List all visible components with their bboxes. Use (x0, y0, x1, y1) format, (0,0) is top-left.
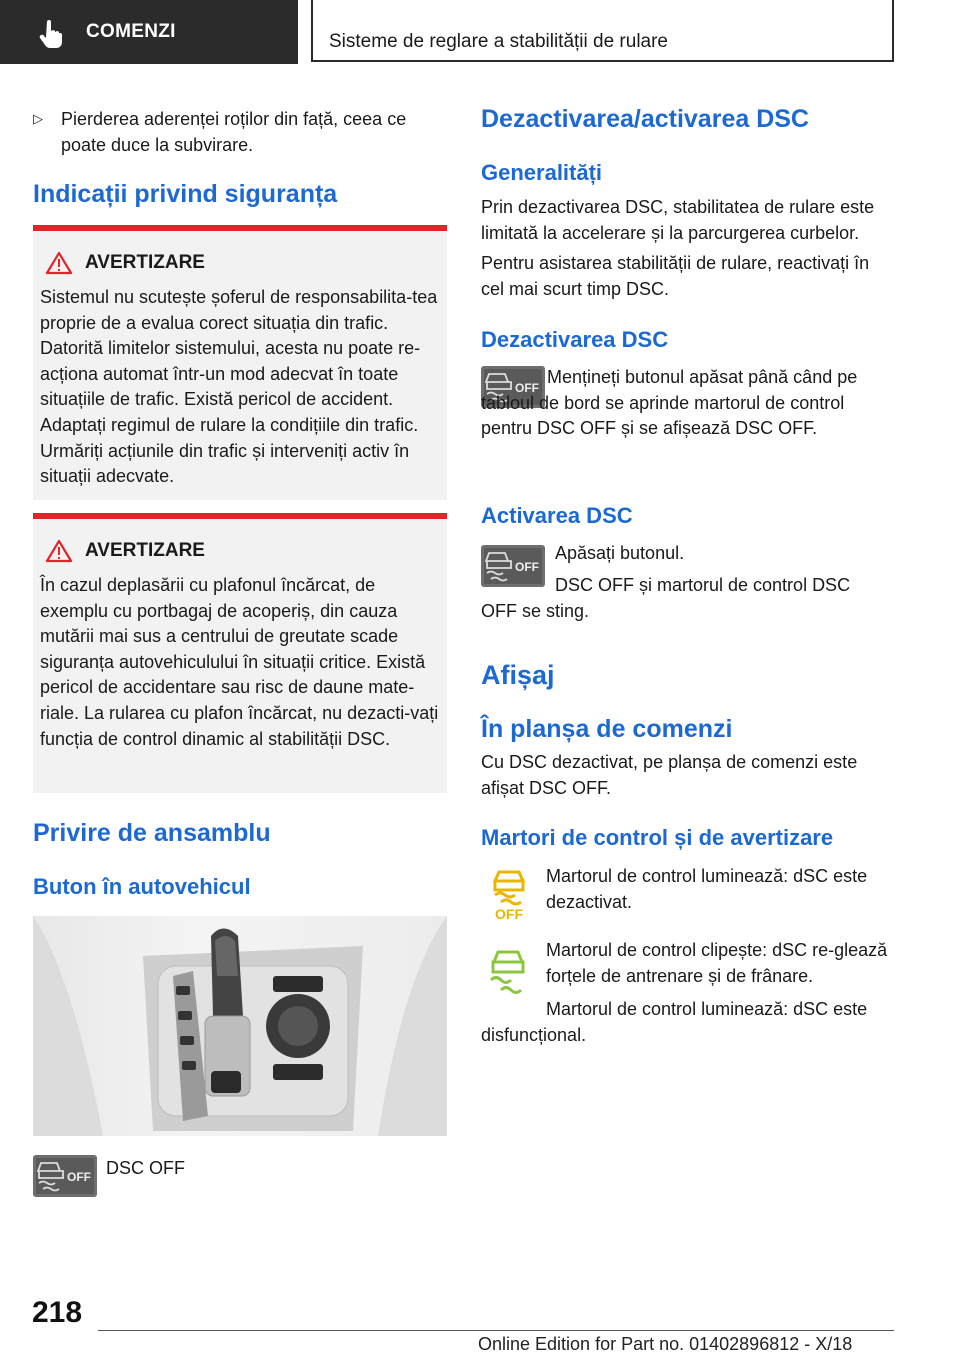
footer-divider (98, 1330, 894, 1331)
lamp-text-3: Martorul de control luminează: dSC este disfuncțional. (481, 999, 868, 1045)
center-console-photo (33, 916, 447, 1136)
activate-text-1: Apăsați butonul. (555, 543, 685, 563)
footer-edition: Online Edition for Part no. 01402896812 - X/18 (478, 1334, 853, 1354)
dsc-off-yellow-lamp-icon (487, 868, 531, 922)
header-section-label: COMENZI (86, 21, 176, 42)
icon-text: OFF (515, 381, 539, 395)
activate-text-2: DSC OFF și martorul de control DSC OFF se sting. (481, 575, 851, 621)
lamps-heading: Martori de control și de avertizare (481, 825, 834, 850)
warning-label: AVERTIZARE (85, 252, 205, 273)
lamp-text-1: Martorul de control luminează: dSC este dezactivat. (546, 866, 868, 912)
dsc-green-lamp-icon (485, 948, 531, 998)
panel-heading: În planșa de comenzi (481, 715, 733, 743)
warning-text: În cazul deplasării cu plafonul încărcat, de exemplu cu portbagaj de acoperiș, din cauza mutării mai sus a centrului de greutate scade siguranța autovehiculului în situații critice. Există pericol de accidentare sau risc de daune mate-riale. La rularea cu plafon încărcat, nu dezacti-vați funcția de control dinamic al stabilității DSC. (40, 575, 439, 749)
icon-text: OFF (67, 1170, 91, 1184)
deactivate-text: Mențineți butonul apăsat până când pe tabloul de bord se aprinde martorul de control pentru DSC OFF și se afișează DSC OFF. (481, 367, 858, 438)
icon-text: OFF (495, 906, 523, 922)
warning-label: AVERTIZARE (85, 540, 205, 561)
display-heading: Afișaj (481, 660, 555, 690)
header-section-tab (0, 0, 298, 64)
general-heading: Generalități (481, 160, 603, 185)
bullet-text: Pierderea aderenței roților din față, ceea ce poate duce la subvirare. (61, 109, 407, 155)
warning-box-1 (33, 225, 447, 500)
page-number: 218 (32, 1296, 83, 1329)
header-title: Sisteme de reglare a stabilității de rulare (329, 31, 669, 52)
warning-triangle-icon (45, 251, 73, 275)
general-paragraph-2: Pentru asistarea stabilității de rulare, reactivați în cel mai scurt timp DSC. (481, 253, 870, 299)
button-caption: DSC OFF (106, 1158, 185, 1178)
panel-text: Cu DSC dezactivat, pe planșa de comenzi este afișat DSC OFF. (481, 752, 858, 798)
warning-text: Sistemul nu scutește șoferul de responsabilita-tea proprie de a evalua corect situația din trafic. Datorită limitelor sistemului, acesta nu poate re-acționa automat într-un mod adecvat în toate situațiile de trafic. Există pericol de accident. Adaptați regimul de rulare la condițiile din trafic. Urmăriți acțiunile din trafic și interveniți activ în situații adecvate. (40, 287, 438, 487)
lamp-text-2: Martorul de control clipește: dSC re-glează forțele de antrenare și de frânare. (546, 940, 888, 986)
general-paragraph-1: Prin dezactivarea DSC, stabilitatea de rulare este limitată la accelerare și la parcurgerea curbelor. (481, 197, 875, 243)
triangle-bullet-icon: ▷ (33, 111, 43, 126)
warning-triangle-icon (45, 539, 73, 563)
safety-heading: Indicații privind siguranța (33, 180, 338, 208)
activate-heading: Activarea DSC (481, 503, 633, 528)
main-heading: Dezactivarea/activarea DSC (481, 105, 809, 133)
icon-text: OFF (515, 560, 539, 574)
button-heading: Buton în autovehicul (33, 874, 251, 899)
dsc-off-button-icon (33, 1155, 97, 1197)
deactivate-heading: Dezactivarea DSC (481, 327, 669, 352)
warning-box-2 (33, 513, 447, 793)
overview-heading: Privire de ansamblu (33, 819, 271, 847)
hand-pointer-icon (36, 18, 66, 48)
header-title-box (311, 0, 894, 62)
